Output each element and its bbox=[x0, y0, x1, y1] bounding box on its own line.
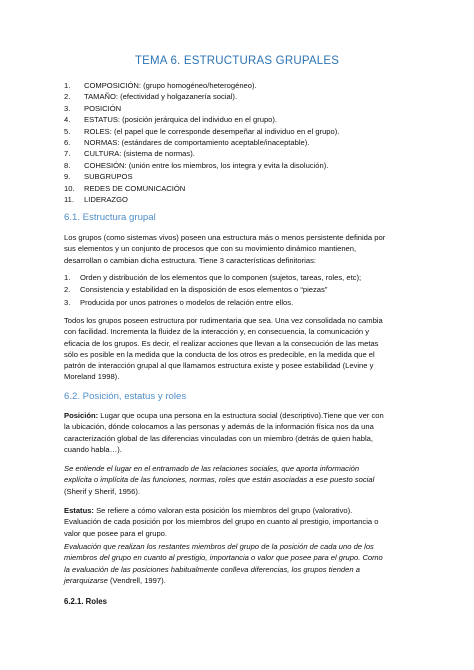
list-item: 11. LIDERAZGO bbox=[64, 195, 128, 205]
list-item: 6. NORMAS: (estándares de comportamiento aceptable/inaceptable). bbox=[64, 138, 310, 148]
topics-list bbox=[64, 80, 339, 205]
list-item: 1. Orden y distribución de los elementos que lo componen (sujetos, tareas, roles, etc); bbox=[64, 273, 362, 282]
characteristics-list bbox=[64, 272, 361, 309]
subsection-heading-roles: 6.2.1. Roles bbox=[64, 597, 107, 606]
list-item: 3. Producida por unos patrones o modelos de relación entre ellos. bbox=[64, 297, 294, 307]
page-title: TEMA 6. ESTRUCTURAS GRUPALES bbox=[134, 55, 340, 67]
list-item: 4. ESTATUS: (posición jerárquica del individuo en el grupo). bbox=[64, 115, 278, 125]
section-heading-estructura: 6.1. Estructura grupal bbox=[64, 212, 156, 223]
list-item: 2. TAMAÑO: (efectividad y holgazanería social). bbox=[64, 92, 238, 102]
list-item: 5. ROLES: (el papel que le corresponde desempeñar al individuo en el grupo). bbox=[64, 126, 340, 136]
list-item: 1. COMPOSICIÓN: (grupo homogéneo/heterogéneo). bbox=[64, 81, 257, 90]
list-item: 9. SUBGRUPOS bbox=[64, 172, 133, 182]
paragraph-intro: Los grupos (como sistemas vivos) poseen una estructura más o menos persistente definida por sus elementos y un conjunto de procesos que con su movimiento dinámico mantienen, desarrollan o cambian dicha estructura. Tiene 3 características definitorias: bbox=[64, 233, 386, 265]
list-item: 10. REDES DE COMUNICACIÓN bbox=[64, 183, 186, 193]
section-heading-posicion: 6.2. Posición, estatus y roles bbox=[64, 391, 187, 402]
quote-sherif: Se entiende el lugar en el entramado de las relaciones sociales, que aporta información explícita o implícita de las funciones, normas, roles que están asociadas a ese puesto social (Sherif y Sherif, 1956). bbox=[64, 464, 375, 496]
paragraph-posicion: Posición: Lugar que ocupa una persona en la estructura social (descriptivo).Tiene que ver con la ubicación, dónde colocamos a las personas y además de la información física nos da una caracterización global de las diferencias vinculadas con un miembro (detrás de quien habla, cuando habla…). bbox=[64, 411, 384, 454]
list-item: 2. Consistencia y estabilidad en la disposición de esos elementos o “piezas” bbox=[64, 285, 328, 295]
list-item: 7. CULTURA: (sistema de normas). bbox=[64, 149, 195, 159]
list-item: 3. POSICIÓN bbox=[64, 103, 122, 113]
list-item: 8. COHESIÓN: (unión entre los miembros, los integra y evita la disolución). bbox=[64, 160, 329, 170]
paragraph-estructura: Todos los grupos poseen estructura por rudimentaria que sea. Una vez consolidada no cambia con facilidad. Incrementa la fluidez de la interacción y, en consecuencia, la comunicación y eficacia de los grupos. Es decir, el realizar acciones que llevan a la consecución de las metas sólo es posible en la medida que la conducta de los otros es predecible, en la medida que el patrón de interacción grupal al que llamamos estructura existe y posee estabilidad (Levine y Moreland 1998). bbox=[64, 316, 383, 382]
quote-vendrell: Evaluación que realizan los restantes miembros del grupo de la posición de cada uno de los miembros del grupo en cuanto al prestigio, importancia o valor que posee para el grupo. Como la evaluación de las posiciones habitualmente conlleva diferencias, los grupos tienden a jerarquizarse (Vendrell, 1997). bbox=[64, 542, 383, 585]
paragraph-estatus: Estatus: Se refiere a cómo valoran esta posición los miembros del grupo (valorativo). Evaluación de cada posición por los miembros del grupo en cuanto al prestigio, importancia o valor que posee para el grupo. bbox=[64, 506, 379, 538]
